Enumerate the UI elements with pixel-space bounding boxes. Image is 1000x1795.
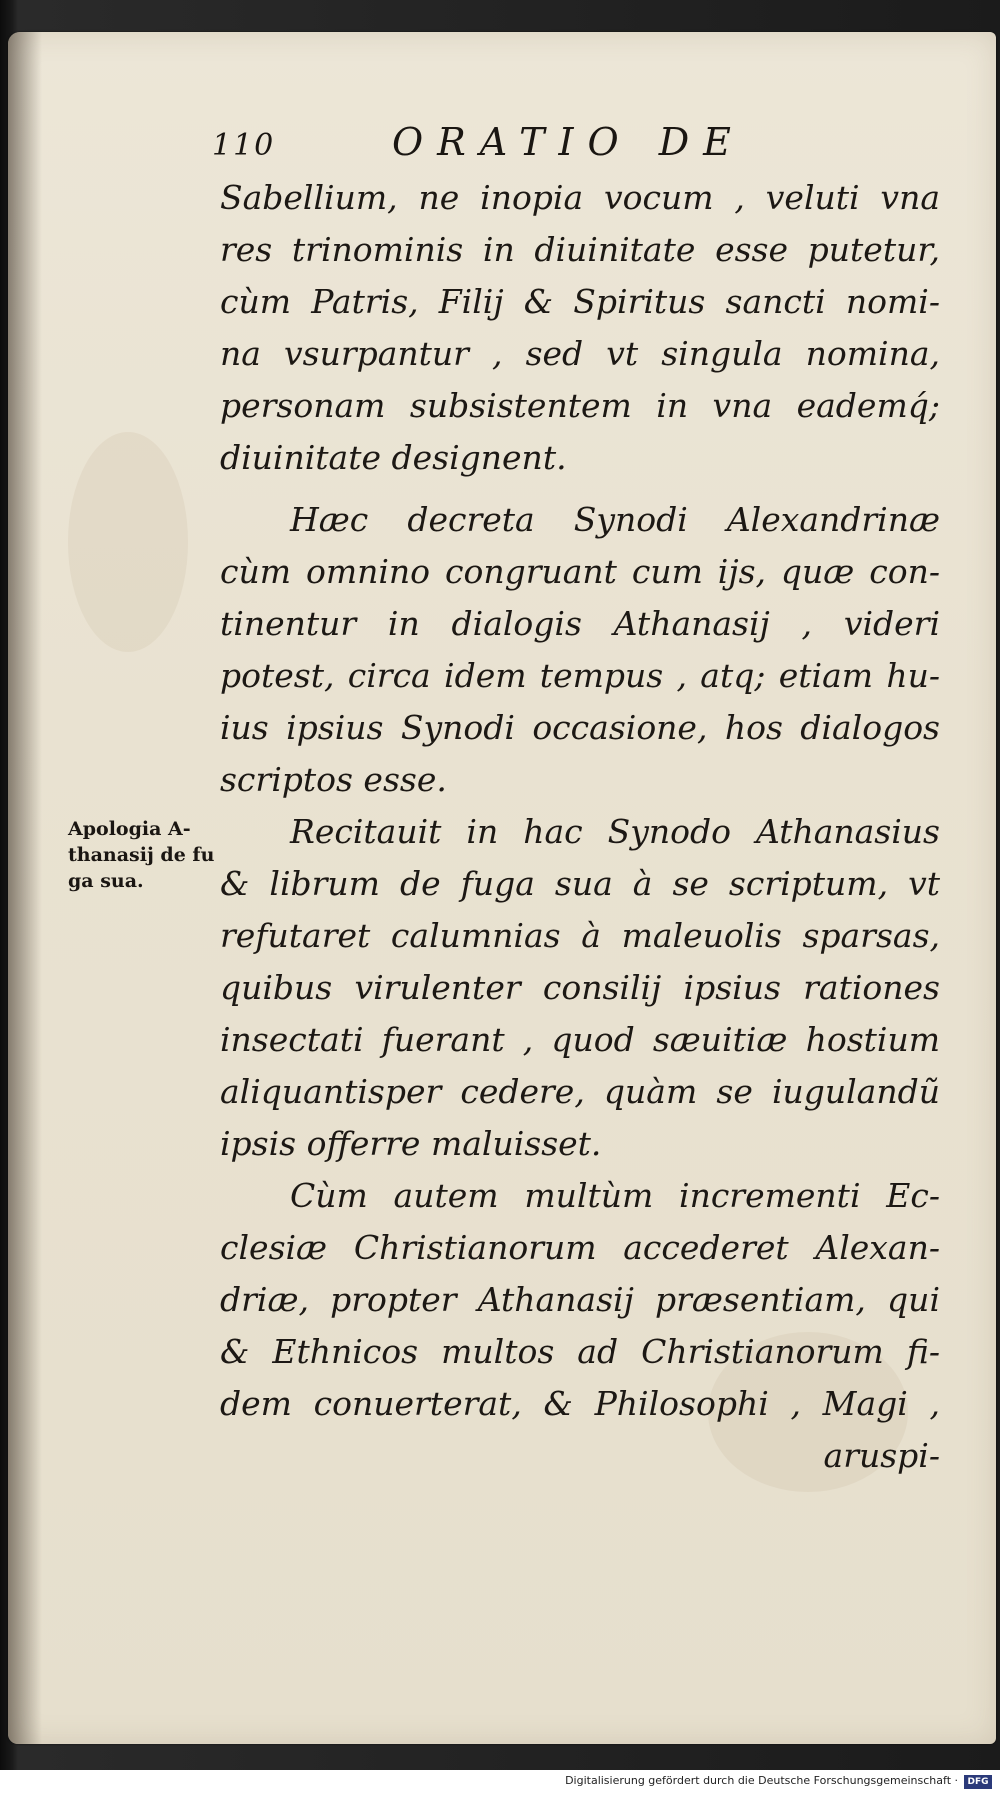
text-line: quibus virulenter consilij ipsius rationes — [220, 968, 940, 1007]
running-title: ORATIO DE — [392, 120, 745, 164]
marginal-note-line: Apologia A- — [68, 818, 191, 840]
text-line: na vsurpantur , sed vt singula nomina, — [220, 334, 940, 373]
page-header — [212, 118, 812, 168]
text-line: insectati fuerant , quod sæuitiæ hostium — [220, 1020, 940, 1059]
text-line: scriptos esse. — [220, 760, 447, 799]
digitization-footer — [0, 1770, 1000, 1795]
text-line: personam subsistentem in vna eademq́; — [220, 386, 940, 425]
text-line: res trinominis in diuinitate esse putetur, — [220, 230, 940, 269]
body-text — [220, 172, 940, 1482]
marginal-note-line: thanasij de fu — [68, 844, 215, 866]
text-line: ius ipsius Synodi occasione, hos dialogos — [220, 708, 940, 747]
marginal-note — [68, 816, 228, 894]
text-line: Hæc decreta Synodi Alexandrinæ — [290, 500, 940, 539]
funding-credit: Digitalisierung gefördert durch die Deutsche Forschungsgemeinschaft · — [565, 1774, 958, 1787]
text-line: Cùm autem multùm incrementi Ec- — [290, 1176, 940, 1215]
text-line: Sabellium, ne inopia vocum , veluti vna — [220, 178, 940, 217]
text-line: clesiæ Christianorum accederet Alexan- — [220, 1228, 940, 1267]
catchword: aruspi- — [823, 1436, 940, 1475]
paper-stain — [68, 432, 188, 652]
text-line: cùm omnino congruant cum ijs, quæ con- — [220, 552, 940, 591]
text-line: driæ, propter Athanasij præsentiam, qui — [220, 1280, 940, 1319]
binding-gutter — [8, 32, 42, 1744]
text-line: & librum de fuga sua à se scriptum, vt — [220, 864, 940, 903]
text-line: & Ethnicos multos ad Christianorum fi- — [220, 1332, 940, 1371]
text-line: refutaret calumnias à maleuolis sparsas, — [220, 916, 940, 955]
text-line: diuinitate designent. — [220, 438, 567, 477]
text-line: aliquantisper cedere, quàm se iugulandũ — [220, 1072, 940, 1111]
text-line: ipsis offerre maluisset. — [220, 1124, 602, 1163]
text-line: tinentur in dialogis Athanasij , videri — [220, 604, 940, 643]
text-line: cùm Patris, Filij & Spiritus sancti nomi- — [220, 282, 940, 321]
dfg-logo: DFG — [964, 1775, 992, 1789]
text-line: potest, circa idem tempus , atq; etiam hu- — [220, 656, 940, 695]
text-line: dem conuerterat, & Philosophi , Magi , — [220, 1384, 940, 1423]
text-line: Recitauit in hac Synodo Athanasius — [290, 812, 940, 851]
marginal-note-line: ga sua. — [68, 870, 144, 892]
page-number: 110 — [212, 128, 276, 163]
